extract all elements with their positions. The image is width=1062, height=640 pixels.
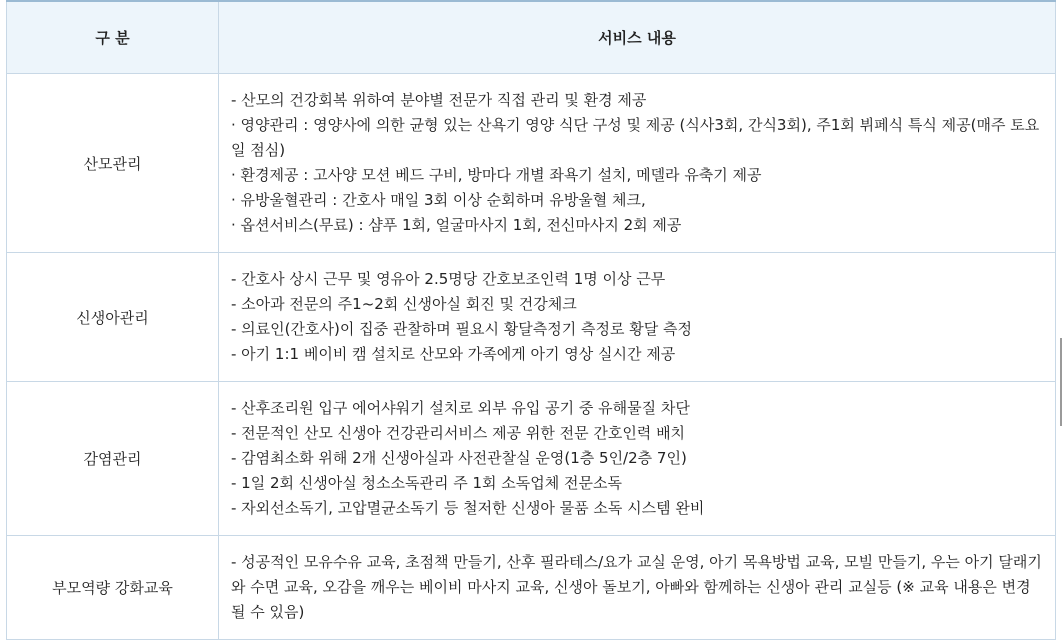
description-line: · 옵션서비스(무료) : 샴푸 1회, 얼굴마사지 1회, 전신마사지 2회 제공 <box>231 216 682 234</box>
description-line: - 아기 1:1 베이비 캠 설치로 산모와 가족에게 아기 영상 실시간 제공 <box>231 345 676 363</box>
description-line: · 환경제공 : 고사양 모션 베드 구비, 방마다 개별 좌욕기 설치, 메델라 유축기 제공 <box>231 166 762 184</box>
table-row <box>7 253 1056 382</box>
row-description <box>219 74 1056 253</box>
description-line: · 영양관리 : 영양사에 의한 균형 있는 산욕기 영양 식단 구성 및 제공 (식사3회, 간식3회), 주1회 뷔페식 특식 제공(매주 토요일 점심) <box>231 116 1040 159</box>
description-line: - 전문적인 산모 신생아 건강관리서비스 제공 위한 전문 간호인력 배치 <box>231 424 686 442</box>
table-header-row <box>7 1 1056 74</box>
description-line: - 산모의 건강회복 위하여 분야별 전문가 직접 관리 및 환경 제공 <box>231 91 647 109</box>
description-line: - 산후조리원 입구 에어샤워기 설치로 외부 유입 공기 중 유해물질 차단 <box>231 399 690 417</box>
description-line: - 성공적인 모유수유 교육, 초점책 만들기, 산후 필라테스/요가 교실 운영, 아기 목욕방법 교육, 모빌 만들기, 우는 아기 달래기와 수면 교육, 오감을 깨우는 베이비 마사지 교육, 신생아 돌보기, 아빠와 함께하는 신생아 관리 교실등 (※ 교육 내용은 변경될 수 있음) <box>231 553 1042 621</box>
description-line: - 감염최소화 위해 2개 신생아실과 사전관찰실 운영(1층 5인/2층 7인) <box>231 449 687 467</box>
description-line: - 1일 2회 신생아실 청소소독관리 주 1회 소독업체 전문소독 <box>231 474 622 492</box>
row-category: 부모역량 강화교육 <box>7 536 219 640</box>
description-line: · 유방울혈관리 : 간호사 매일 3회 이상 순회하며 유방울혈 체크, <box>231 191 646 209</box>
row-category: 산모관리 <box>7 74 219 253</box>
description-line: - 자외선소독기, 고압멸균소독기 등 철저한 신생아 물품 소독 시스템 완비 <box>231 499 705 517</box>
service-table <box>6 0 1056 640</box>
row-description <box>219 253 1056 382</box>
header-category: 구 분 <box>7 1 219 74</box>
table-row <box>7 382 1056 536</box>
table-row <box>7 74 1056 253</box>
description-line: - 간호사 상시 근무 및 영유아 2.5명당 간호보조인력 1명 이상 근무 <box>231 270 666 288</box>
table-row <box>7 536 1056 640</box>
header-service-content: 서비스 내용 <box>219 1 1056 74</box>
description-line: - 소아과 전문의 주1~2회 신생아실 회진 및 건강체크 <box>231 295 577 313</box>
row-category: 감염관리 <box>7 382 219 536</box>
row-category: 신생아관리 <box>7 253 219 382</box>
row-description <box>219 382 1056 536</box>
row-description <box>219 536 1056 640</box>
description-line: - 의료인(간호사)이 집중 관찰하며 필요시 황달측정기 측정로 황달 측정 <box>231 320 692 338</box>
